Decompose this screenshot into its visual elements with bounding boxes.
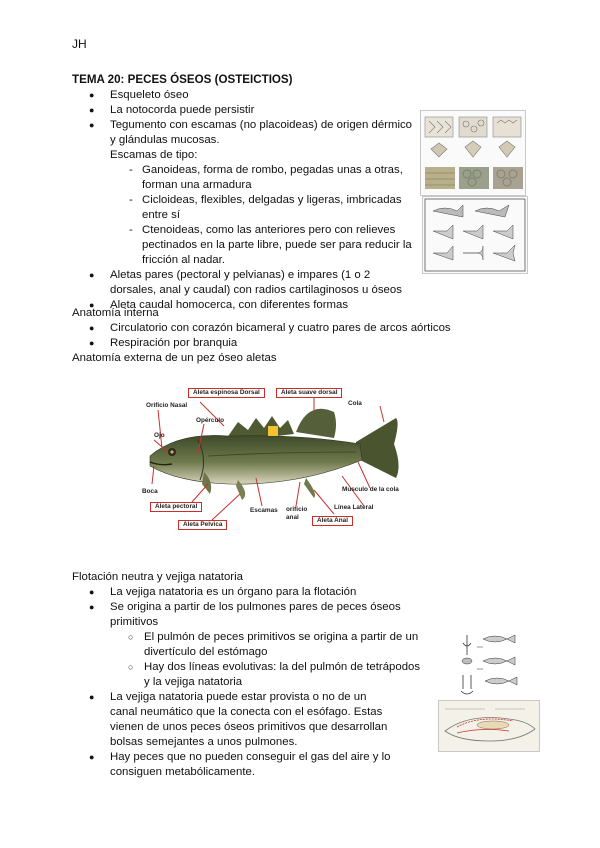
label-lateral-line: Línea Lateral [334,504,374,511]
label-mouth: Boca [142,488,158,495]
label-tail-muscle: Musculo de la cola [342,486,399,493]
scale-type-item: - Cicloideas, flexibles, delgadas y ligeras, imbricadas entre sí [72,193,416,223]
internal-list [72,321,552,351]
pneumatic-canal-figure [438,700,540,752]
list-item: ● Aleta caudal homocerca, con diferentes formas [72,298,416,313]
list-item: ● La vejiga natatoria es un órgano para la flotación [72,585,424,600]
label-eye: Ojo [154,432,165,439]
label-dorsal-soft-fin: Aleta suave dorsal [276,388,342,398]
list-item: ● Tegumento con escamas (no placoideas) de origen dérmico y glándulas mucosas. [72,118,416,148]
list-item: ● Hay peces que no pueden conseguir el gas del aire y lo consiguen metabólicamente. [72,750,400,780]
internal-heading: Anatomía interna [72,307,159,319]
fin-shapes-illustration [423,197,527,273]
list-item: ● Respiración por branquia [72,336,552,351]
fish-anatomy-figure [138,382,438,542]
list-item: ● La vejiga natatoria puede estar provista o no de un canal neumático que la conecta con el esófago. Estas vienen de unos peces óseos primitivos que desarrollan bolsas semejantes a unos pulmones. [72,690,390,750]
bladder-evolution-figure [452,626,534,700]
label-pectoral-fin: Aleta pectoral [150,502,202,512]
list-item: ● La notocorda puede persistir [72,103,416,118]
sub-list-item: ○ Hay dos líneas evolutivas: la del pulmón de tetrápodos y la vejiga natatoria [72,660,424,690]
section-title: TEMA 20: PECES ÓSEOS (OSTEICTIOS) [72,73,293,86]
scale-type-item: - Ctenoideas, como las anteriores pero con relieves pectinados en la parte libre, puede ser para reducir la fricción al nadar. [72,223,416,268]
scale-types-figure [420,110,526,196]
pneumatic-canal-illustration [439,701,539,751]
label-anal-fin: Aleta Anal [312,516,353,526]
label-operculum: Opérculo [196,417,225,424]
list-item: ● Circulatorio con corazón bicameral y cuatro pares de arcos aórticos [72,321,552,336]
intro-list [72,88,416,313]
label-dorsal-spiny-fin: Aleta espinosa Dorsal [188,388,265,398]
list-item: ● Se origina a partir de los pulmones pares de peces óseos primitivos [72,600,424,630]
bladder-evolution-illustration [453,627,533,699]
label-anal-orifice: orificio anal [286,506,308,521]
scales-illustration [421,111,525,195]
list-item: ● Esqueleto óseo [72,88,416,103]
scale-type-item: - Ganoideas, forma de rombo, pegadas unas a otras, forman una armadura [72,163,416,193]
page-initials: JH [72,37,87,51]
list-item: ● Aletas pares (pectoral y pelvianas) e impares (1 o 2 dorsales, anal y caudal) con radios cartilaginosos u óseos [72,268,416,298]
label-tail: Cola [348,400,362,407]
external-heading: Anatomía externa de un pez óseo aletas [72,352,277,364]
label-pelvic-fin: Aleta Pelvica [178,520,227,530]
label-nasal-orifice: Orificio Nasal [146,402,188,409]
flotation-list [72,585,424,780]
caudal-fin-figure [422,196,528,274]
scales-intro: Escamas de tipo: [110,149,198,161]
sub-list-item: ○ El pulmón de peces primitivos se origina a partir de un divertículo del estómago [72,630,424,660]
label-scales: Escamas [250,507,278,514]
flotation-heading: Flotación neutra y vejiga natatoria [72,571,243,583]
